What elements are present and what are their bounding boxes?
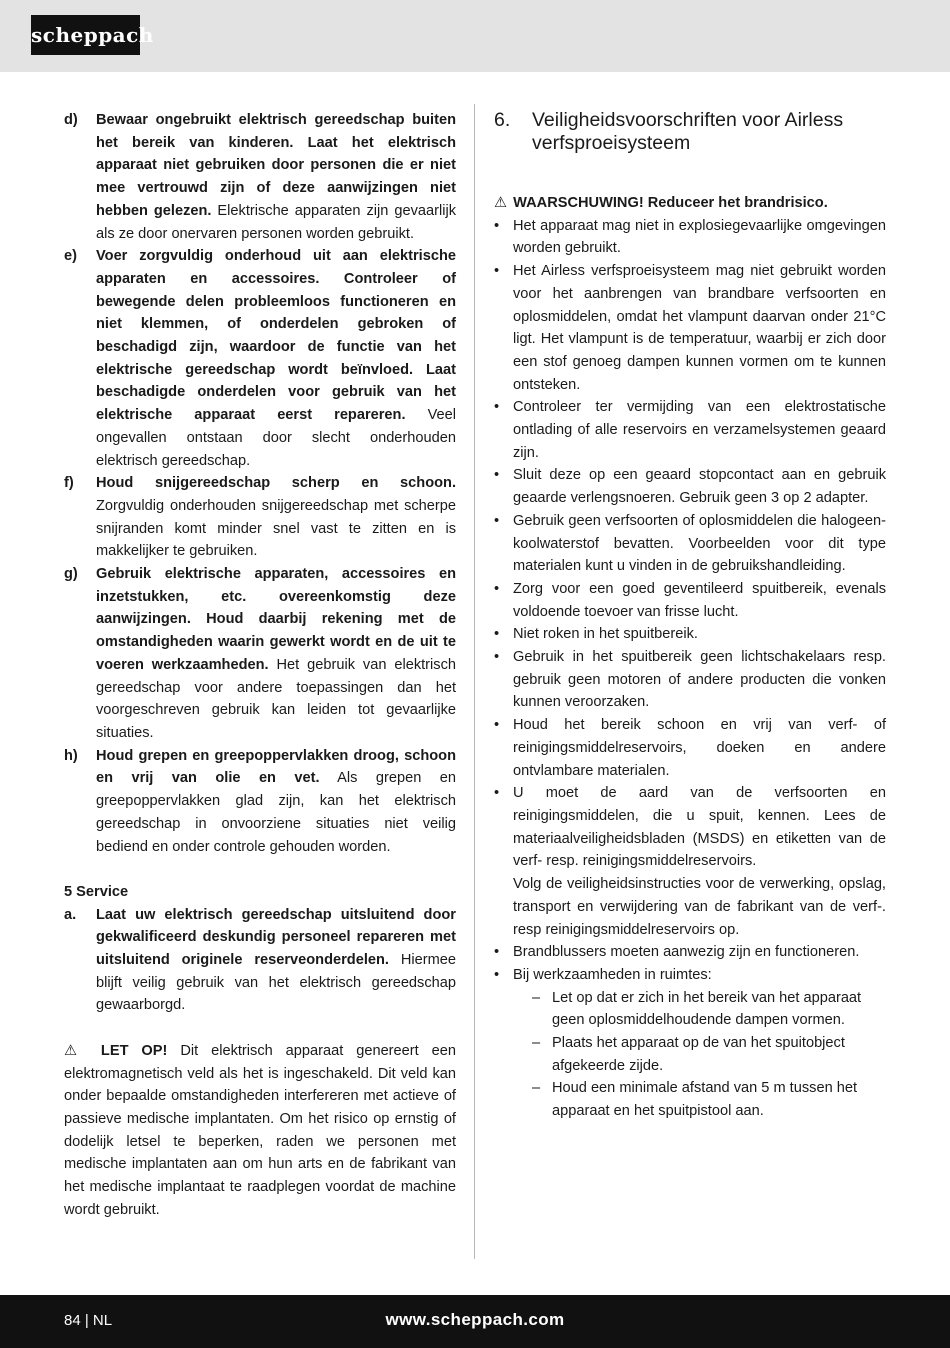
item-text: Zorgvuldig onderhouden snijgereedschap met scherpe snijranden komt minder snel vast te zitten en is makkelijker te gebruiken. — [96, 497, 456, 560]
bullet-icon: • — [494, 263, 500, 280]
warning-line — [494, 192, 886, 215]
item-text: Hiermee blijft veilig gebruik van het elektrisch gereedschap gewaarborgd. — [96, 952, 456, 1014]
bullet-icon: • — [494, 626, 500, 643]
bullet-icon: • — [494, 717, 500, 734]
list-item — [64, 109, 456, 245]
item-bold-text: Houd grepen en greepoppervlakken droog, schoon en vrij van olie en vet. — [96, 747, 456, 787]
item-text: Het gebruik van elektrisch gereedschap voor andere toepassingen dan het voorgeschreven gebruik kan leiden tot gevaarlijke situaties. — [96, 656, 456, 741]
bullet-icon: • — [494, 217, 500, 234]
list-item: • Gebruik in het spuitbereik geen lichtschakelaars resp. gebruik geen motoren of andere producten die vonken kunnen veroorzaken. — [494, 646, 886, 714]
bullet-icon: • — [494, 649, 500, 666]
caution-label: LET OP! — [100, 1042, 168, 1059]
list-item: • Bij werkzaamheden in ruimtes: — [494, 964, 886, 987]
footer-bar — [0, 1295, 950, 1348]
dash-icon: – — [532, 1035, 541, 1052]
list-item — [64, 745, 456, 859]
item-bold-text: Laat uw elektrisch gereedschap uitsluitend door gekwalificeerd deskundig personeel repareren met uitsluitend originele reserveonderdelen. — [96, 906, 456, 968]
column-divider — [474, 104, 475, 1259]
msds-continuation: Volg de veiligheidsinstructies voor de verwerking, opslag, transport en verwijdering van de fabrikant van de verf-. resp reinigingsmiddelreservoirs op. — [513, 876, 886, 938]
list-item: • Houd het bereik schoon en vrij van verf- of reinigingsmiddelreservoirs, doeken en andere ontvlambare materialen. — [494, 714, 886, 782]
item-bold-text: Voer zorgvuldig onderhoud uit aan elektrische apparaten en accessoires. Controleer of bewegende delen probleemloos functioneren en niet klemmen, of onderdelen gebroken of beschadigd zijn, waardoor de functie van het elektrische gereedschap wordt beïnvloed. Laat beschadigde onderdelen voor gebruik van het elektrische apparaat eerst repareren. — [96, 248, 456, 424]
dash-icon: – — [532, 989, 541, 1006]
item-label: h) — [64, 747, 78, 764]
list-item: • Brandblussers moeten aanwezig zijn en functioneren. — [494, 941, 886, 964]
list-item: • U moet de aard van de verfsoorten en reinigingsmiddelen, die u spuit, kennen. Lees de materiaalveiligheidsbladen (MSDS) en etiketten van de verf- resp. reinigingsmiddelreservoirs. Volg de veiligheidsinstructies voor de verwerking, opslag, transport en verwijdering van de fabrikant van de verf-. resp reinigingsmiddelreservoirs op. — [494, 782, 886, 941]
section-title — [494, 109, 886, 155]
sub-list-item: – Houd een minimale afstand van 5 m tussen het apparaat en het spuitpistool aan. — [532, 1077, 886, 1122]
section-number: 6. — [494, 109, 511, 131]
item-text: Als grepen en greepoppervlakken glad zijn, kan het elektrisch gereedschap in onvoorziene situaties niet veilig bediend en onder controle gehouden worden. — [96, 770, 456, 855]
footer-url[interactable]: www.scheppach.com — [385, 1310, 565, 1329]
right-column — [494, 109, 886, 1123]
dash-icon: – — [532, 1080, 541, 1097]
item-bold-text: Gebruik elektrische apparaten, accessoires en inzetstukken, etc. overeenkomstig deze aanwijzingen. Houd daarbij rekening met de omstandigheden waarin gewerkt wordt en de uit te voeren werkzaamheden. — [96, 566, 456, 673]
list-item: • Controleer ter vermijding van een elektrostatische ontlading of alle reservoirs en verzamelsystemen geaard zijn. — [494, 396, 886, 464]
bullet-icon: • — [494, 580, 500, 597]
scheppach-logo: scheppach — [31, 15, 140, 55]
bullet-icon: • — [494, 467, 500, 484]
list-item — [64, 904, 456, 1018]
bullet-icon: • — [494, 785, 500, 802]
bullet-icon: • — [494, 512, 500, 529]
item-text: Veel ongevallen ontstaan door slecht onderhouden elektrisch gereedschap. — [96, 407, 456, 469]
list-item: • Het Airless verfsproeisysteem mag niet gebruikt worden voor het aanbrengen van brandbare verfsoorten en oplosmiddelen, omdat het vlampunt daarvan onder 21°C ligt. Het vlampunt is de temperatuur, waarbij er zich door een stof genoeg dampen kunnen vormen om te kunnen ontsteken. — [494, 260, 886, 396]
list-item — [64, 245, 456, 472]
list-item — [64, 472, 456, 563]
item-bold-text: Houd snijgereedschap scherp en schoon. — [96, 475, 456, 492]
left-column — [64, 109, 456, 1221]
header-bar — [0, 0, 950, 72]
bullet-icon: • — [494, 966, 500, 983]
list-item: • Zorg voor een goed geventileerd spuitbereik, evenals voldoende toevoer van frisse lucht. — [494, 578, 886, 623]
list-item: • Gebruik geen verfsoorten of oplosmiddelen die halogeen-koolwaterstof bevatten. Voorbeelden voor dit type materialen kunt u vinden in de gebruikshandleiding. — [494, 510, 886, 578]
list-item: • Sluit deze op een geaard stopcontact aan en gebruik geaarde verlengsnoeren. Gebruik geen 3 op 2 adapter. — [494, 464, 886, 509]
caution-paragraph — [64, 1040, 456, 1222]
section-title-text: Veiligheidsvoorschriften voor Airless verfsproeisysteem — [532, 109, 844, 154]
list-item: • Het apparaat mag niet in explosiegevaarlijke omgevingen worden gebruikt. — [494, 215, 886, 260]
item-label: d) — [64, 112, 78, 128]
item-label: e) — [64, 248, 77, 265]
list-item: • Niet roken in het spuitbereik. — [494, 623, 886, 646]
bullet-icon: • — [494, 399, 500, 416]
item-bold-text: Bewaar ongebruikt elektrisch gereedschap buiten het bereik van kinderen. Laat het elektrisch apparaat niet gebruiken door personen die er niet mee vertrouwd zijn of deze aanwijzingen niet hebben gelezen. — [96, 112, 456, 219]
list-item — [64, 563, 456, 745]
page-number: 84 | NL — [64, 1312, 113, 1329]
service-heading: 5 Service — [64, 883, 129, 900]
item-label: g) — [64, 566, 78, 583]
sub-list-item: – Plaats het apparaat op de van het spuitobject afgekeerde zijde. — [532, 1032, 886, 1077]
item-text: Elektrische apparaten zijn gevaarlijk als ze door onervaren personen worden gebruikt. — [96, 202, 456, 242]
item-label: f) — [64, 475, 74, 492]
item-label: a. — [64, 906, 77, 923]
warning-text: WAARSCHUWING! Reduceer het brandrisico. — [513, 195, 828, 211]
caution-text: Dit elektrisch apparaat genereert een elektromagnetisch veld als het is ingeschakeld. Dit veld kan onder bepaalde omstandigheden interfereren met actieve of passieve medische implantaten. Om het risico op ernstig of dodelijk letsel te beperken, raden we personen met medische implantaten aan om hun arts en de fabrikant van het medische implantaat te raadplegen voordat de machine wordt gebruikt. — [64, 1042, 456, 1218]
sub-list-item: – Let op dat er zich in het bereik van het apparaat geen oplosmiddelhoudende dampen vormen. — [532, 987, 886, 1032]
warning-triangle-icon: ⚠ — [494, 195, 508, 211]
warning-triangle-icon: ⚠ — [64, 1042, 86, 1059]
bullet-icon: • — [494, 944, 500, 961]
